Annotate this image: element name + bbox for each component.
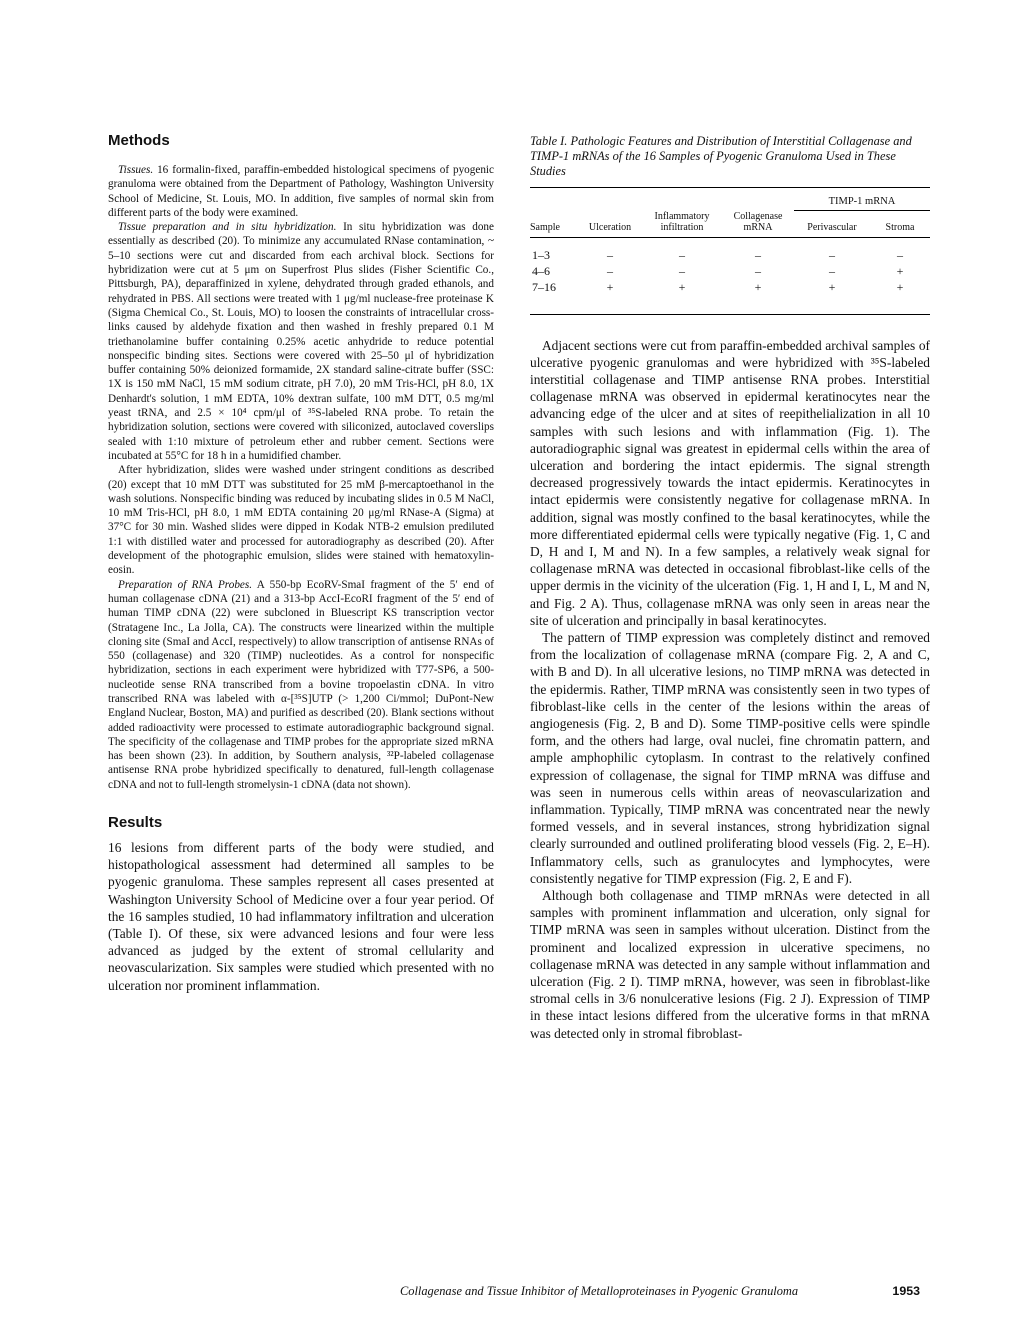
tissues-paragraph [108,163,494,220]
table-caption: Table I. Pathologic Features and Distribution of Interstitial Collagenase and TIMP-1 mRNAs of the 16 Samples of Pyogenic Granuloma Used in These Studies [530,134,912,178]
page-footer [400,1284,920,1299]
table-cell: – [829,248,835,262]
probes-label: Preparation of RNA Probes. [118,578,253,591]
right-paragraph-3: Although both collagenase and TIMP mRNAs were detected in all samples with prominent inflammation and ulceration, only signal for TIMP mRNA was seen in samples without ulceration. Distinct from the prominent and localized expression in ulcerative specimens, no collagenase mRNA was detected in any sample without inflammation and ulceration (Fig. 2 I). TIMP mRNA, however, was seen in fibroblast-like stromal cells in 3/6 nonulcerative lesions (Fig. 2 J). Expression of TIMP in these intact lesions differed from the ulcerative forms in that mRNA was detected only in stromal fibroblast- [530,888,930,1041]
probes-paragraph [108,578,494,792]
table-cell: 1–3 [532,248,550,262]
methods-body [108,163,494,792]
table-cell: + [896,280,904,294]
table-row [530,264,930,280]
table-header-row [530,211,930,238]
tissues-label: Tissues. [118,164,154,176]
table-header-cell: Ulceration [588,221,632,233]
table-cell: – [755,264,761,278]
table-header-cell: Sample [530,221,560,233]
table-cell: + [896,264,904,278]
table-body [530,237,930,314]
table-cell: 4–6 [532,264,550,278]
table-header-cell: Inflammatory infiltration [654,210,710,233]
results-heading: Results [108,814,163,832]
right-column [530,128,930,1042]
table-header-cell: Stroma [885,221,915,233]
tissue-prep-label: Tissue preparation and in situ hybridization. [118,221,337,234]
table-cell: + [606,280,614,294]
table-cell: – [755,248,761,262]
table-cell: + [754,280,762,294]
right-paragraph-2: The pattern of TIMP expression was completely distinct and removed from the localization of collagenase mRNA (compare Fig. 2, A and C, with B and D). In all ulcerative lesions, no TIMP mRNA was detected in the epidermis. Rather, TIMP mRNA was consistently seen in two types of fibroblast-like cells in the center of the lesions within the areas of angiogenesis (Fig. 2, B and D). Some TIMP-positive cells were spindle form, and the others had large, oval nuclei, fine chromatin pattern, and ample amphophilic cytoplasm. In contrast to the relatively confined expression of collagenase, the signal for TIMP mRNA was diffuse and was seen in numerous cells within areas of neovascularization and inflammation. Typically, TIMP mRNA was concentrated near the newly formed vessels, and in several instances, strong hybridization signal clearly surrounded and outlined proliferating blood vessels (Fig. 2, E–H). Inflammatory cells, such as granulocytes and lymphocytes, were consistently negative for TIMP expression (Fig. 2, E and F). [530,629,930,886]
table-cell: – [897,248,903,262]
table-header-cell: Perivascular [807,221,857,233]
table-1 [530,187,930,315]
table-row [530,248,930,264]
table-cell: – [829,264,835,278]
right-paragraph-1: Adjacent sections were cut from paraffin-embedded archival samples of ulcerative pyogenic granulomas and were hybridized with ³⁵S-labeled interstitial collagenase and TIMP antisense RNA probes. Interstitial collagenase mRNA was observed in epidermal keratinocytes near the advancing edge of the ulcer and at sites of reepithelialization in all 10 samples with such lesions and with inflammation (Fig. 1). The autoradiographic signal was greatest in epidermal cells within the area of ulceration and bordering the intact epidermis. The signal strength decreased progressively towards the intact epidermis. Keratinocytes in intact epidermis were consistently negative for collagenase mRNA. In addition, signal was mostly confined to the basal keratinocytes, while the more differentiated epidermal cells were typically negative (Fig. 1, C and D, H and I, M and N). In a few samples, a relatively weak signal for collagenase mRNA was detected in occasional fibroblast-like cells of the upper dermis in the vicinity of the ulceration (Fig. 1, H and I, L, M and N, and Fig. 2 A). Thus, collagenase mRNA was only seen in areas near the site of ulceration and principally in basal keratinocytes. [530,337,930,628]
results-body [108,839,494,994]
results-paragraph: 16 lesions from different parts of the body were studied, and histopathological assessment had determined all samples to be pyogenic granuloma. These samples represent all cases presented at Washington University School of Medicine over a four year period. Of the 16 samples studied, 10 had inflammatory infiltration and ulceration (Table I). Of these, six were advanced lesions and four were less advanced as judged by the extent of stromal cellularity and neovascularization. Six samples were studied which presented with no ulceration nor prominent inflammation. [108,840,494,993]
running-title: Collagenase and Tissue Inhibitor of Metalloproteinases in Pyogenic Granuloma [400,1284,799,1298]
tissue-prep-paragraph [108,220,494,463]
right-body [530,337,930,1042]
probes-text: A 550-bp EcoRV-SmaI fragment of the 5′ end of human collagenase cDNA (21) and a 313-bp AccI-EcoRI fragment of the 5′ end of human TIMP cDNA (22) were subcloned in Bluescript KS transcription vector (Stratagene Inc., La Jolla, CA). The constructs were linearized within the multiple cloning site (SmaI and AccI, respectively) to allow transcription of antisense RNAs of 550 (collagenase) and 320 (TIMP) nucleotides. As a control for nonspecific hybridization, sections in each experiment were hybridized with T77-SP6, a 500-nucleotide sense RNA transcribed from a bovine tropoelastin cDNA. In vitro transcribed RNA was labeled with α-[³⁵S]UTP (> 1,200 Ci/mmol; DuPont-New England Nuclear, Boston, MA) and purified as described (20). Blank sections without added radioactivity were processed to estimate autoradiographic background signal. The specificity of the collagenase and TIMP probes for the appropriate sized mRNA has been shown (23). In addition, by Southern analysis, ³²P-labeled collagenase antisense RNA probe hybridized specifically to denatured, full-length collagenase cDNA and not to full-length stromelysin-1 cDNA (data not shown). [108,578,494,791]
timp-group-header: TIMP-1 mRNA [794,188,930,211]
tissues-text: 16 formalin-fixed, paraffin-embedded histological specimens of pyogenic granuloma were obtained from the Department of Pathology, Washington University School of Medicine, St. Louis, MO. In addition, five samples of normal skin from different parts of the body were examined. [108,164,494,219]
table-header-cell: Collagenase mRNA [733,210,783,233]
table-cell: – [679,248,685,262]
table-row [530,280,930,296]
table-cell: + [678,280,686,294]
table-cell: – [607,248,613,262]
after-hyb-paragraph: After hybridization, slides were washed under stringent conditions as described (20) except that 10 mM DTT was substituted for 25 mM β-mercaptoethanol in the wash solutions. Nonspecific binding was reduced by incubating slides in 0.5 M NaCl, 10 mM Tris-HCl, pH 8.0, 1 mM EDTA containing 20 μg/ml RNase-A (Sigma) at 37°C for 30 min. Washed slides were dipped in Kodak NTB-2 emulsion prediluted 1:1 with distilled water and processed for autoradiography as described (20). After development of the photographic emulsion, slides were stained with hematoxylin-eosin. [108,464,494,577]
methods-heading: Methods [108,132,170,149]
table-cell: – [679,264,685,278]
table-cell: – [607,264,613,278]
left-column [108,128,494,994]
page-number: 1953 [892,1284,920,1298]
table-cell: 7–16 [532,280,556,294]
tissue-prep-text: In situ hybridization was done essentially as described (20). To minimize any accumulated RNase contamination, ~ 5–10 sections were cut and discarded from each archival block. Sections for hybridization were cut at 5 μm on Superfrost Plus slides (Fisher Scientific Co., Pittsburgh, PA), deparaffinized in xylene, dehydrated through graded ethanols, and rehydrated in PBS. All sections were treated with 1 μg/ml nuclease-free proteinase K (Sigma Chemical Co., St. Louis, MO) to loosen the constraints of intracellular cross-links caused by aldehyde fixation and then washed in freshly prepared 0.1 M triethanolamine buffer containing 0.25% acetic anhydride to reduce potential nonspecific binding sites. Sections were covered with 25–50 μl of hybridization buffer containing 50% deionized formamide, 2X standard saline-citrate buffer (SSC: 1X is 150 mM NaCl, 15 mM sodium citrate, pH 7.0), 20 mM Tris-HCl, pH 8.0, 1X Denhardt's solution, 1 mM EDTA, 10% dextran sulfate, 100 mM DTT, 0.5 mg/ml yeast tRNA, and 2.5 × 10⁴ cpm/μl of ³⁵S-labeled RNA probe. To retain the hybridization solution, sections were covered with siliconized, autoclaved coverslips sealed with 1:10 mixture of petroleum ether and rubber cement. Sections were incubated at 55°C for 18 h in a humidified chamber. [108,221,494,462]
table-cell: + [828,280,836,294]
